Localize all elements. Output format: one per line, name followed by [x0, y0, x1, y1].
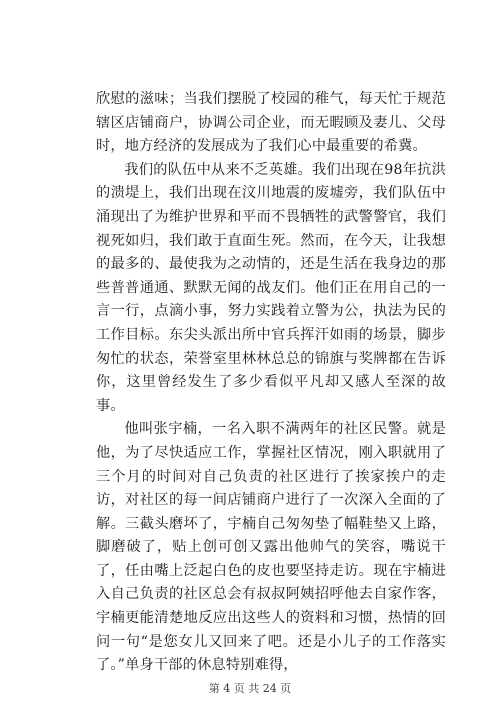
document-body [96, 88, 446, 678]
paragraph-1: 欣慰的滋味；当我们摆脱了校园的稚气，每天忙于规范辖区店铺商户，协调公司企业，而无暇顾及妻儿、父母时，地方经济的发展成为了我们心中最重要的希冀。 [96, 91, 446, 155]
paragraph-2: 我们的队伍中从来不乏英雄。我们出现在98年抗洪的溃堤上，我们出现在汶川地震的废墟旁，我们队伍中涌现出了为维护世界和平而不畏牺牲的武警警官，我们视死如归，我们敢于直面生死。然而，在今天，让我想的最多的、最使我为之动情的，还是生活在我身边的那些普普通通、默默无闻的战友们。他们正在用自己的一言一行，点滴小事，努力实践着立警为公，执法为民的工作目标。东尖头派出所中官兵挥汗如雨的场景，脚步匆忙的状态，荣誉室里林林总总的锦旗与奖牌都在告诉你，这里曾经发生了多少看似平凡却又感人至深的故事。 [96, 161, 446, 414]
paragraph-3: 他叫张宇楠，一名入职不满两年的社区民警。就是他，为了尽快适应工作，掌握社区情况，刚入职就用了三个月的时间对自己负责的社区进行了挨家挨户的走访，对社区的每一间店铺商户进行了一次深入全面的了解。三截头磨坏了，宇楠自己匆匆垫了幅鞋垫又上路，脚磨破了，贴上创可创又露出他帅气的笑容，嘴说干了，任由嘴上泛起白色的皮也要坚持走访。现在宇楠进入自己负责的社区总会有叔叔阿姨招呼他去自家作客，宇楠更能清楚地反应出这些人的资料和习惯，热情的回问一句“是您女儿又回来了吧。还是小儿子的工作落实了。”单身干部的休息特别难得， [96, 421, 446, 674]
page-number-footer: 第 4 页 共 24 页 [208, 682, 292, 695]
